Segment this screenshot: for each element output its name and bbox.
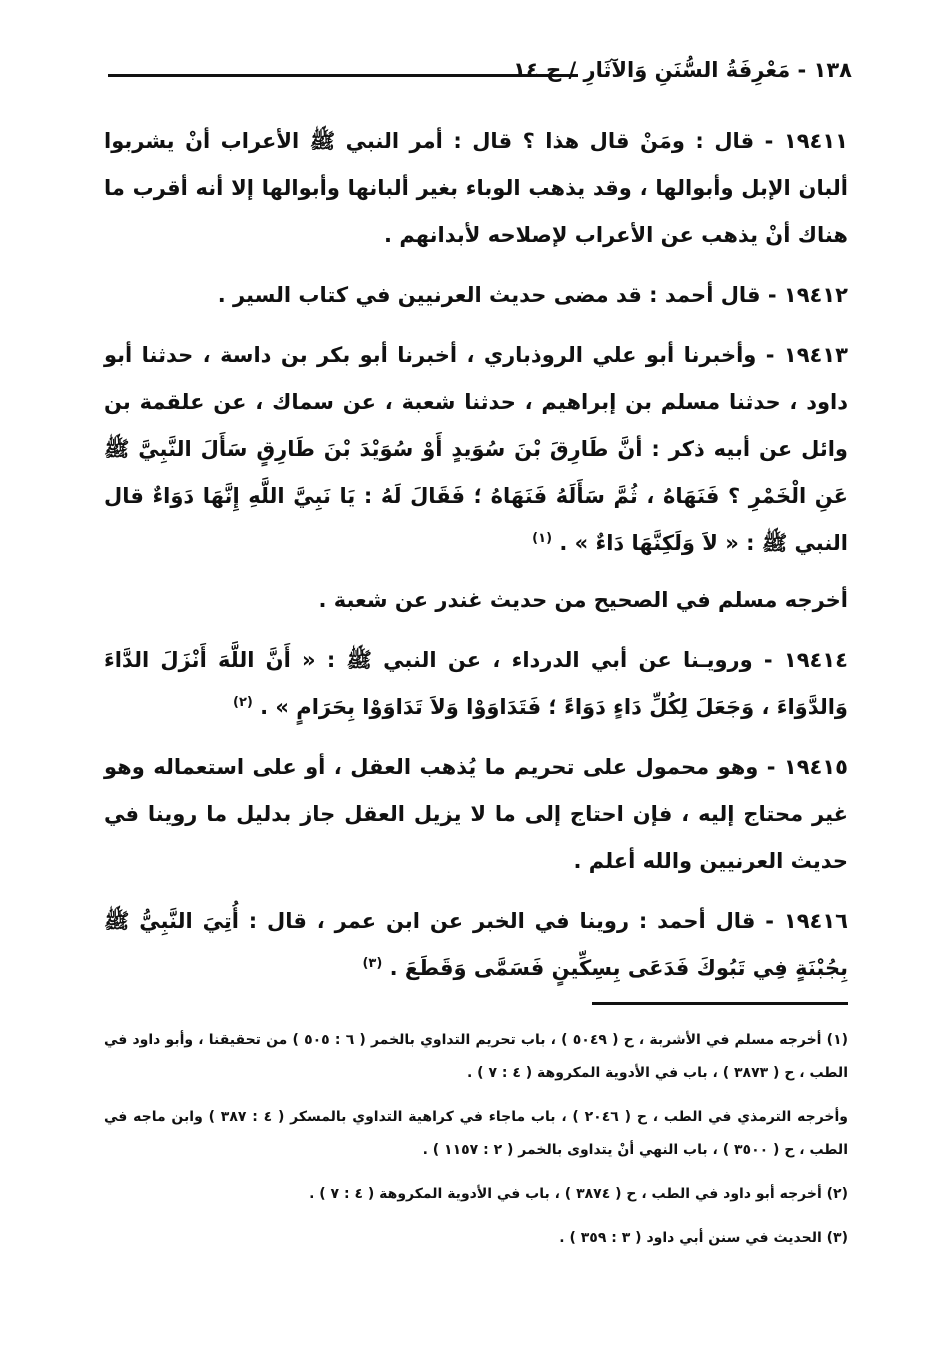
paragraph-number: ١٩٤١٤ (783, 648, 848, 672)
paragraph-text: - وهو محمول على تحريم ما يُذهب العقل ، أو على استعماله وهو غير محتاج إليه ، فإن احتاج إلى ما لا يزيل العقل جاز بدليل ما روينا في حديث العرنيين والله أعلم . (104, 755, 848, 873)
footnote-2: (٢) أخرجه أبو داود في الطب ، ح ( ٣٨٧٤ ) ، باب في الأدوية المكروهة ( ٤ : ٧ ) . (309, 1186, 848, 1202)
main-text (104, 118, 848, 1005)
running-header: ١٣٨ - مَعْرِفَةُ السُّنَنِ وَالآثَارِ / ج ١٤ (513, 58, 852, 82)
paragraph-text: - قال أحمد : روينا في الخبر عن ابن عمر ، قال : أُتِيَ النَّبِيُّ ﷺ بِجُبْنَةٍ فِي تَبُوكَ فَدَعَى بِسِكِّينٍ فَسَمَّى وَقَطَعَ . (104, 909, 848, 980)
paragraph-takhrij (104, 577, 848, 624)
header-rule (108, 74, 578, 77)
footnote-1-continued: وأخرجه الترمذي في الطب ، ح ( ٢٠٤٦ ) ، باب ماجاء في كراهية التداوي بالمسكر ( ٤ : ٣٨٧ ) وابن ماجه في الطب ، ح ( ٣٥٠٠ ) ، باب النهي أنْ يتداوى بالخمر ( ٢ : ١١٥٧ ) . (104, 1109, 849, 1158)
paragraph-number: ١٩٤١٢ (783, 283, 848, 307)
footnote-3: (٣) الحديث في سنن أبي داود ( ٣ : ٣٥٩ ) . (559, 1230, 848, 1246)
page-header (108, 58, 852, 98)
paragraph-text: - قال : ومَنْ قال هذا ؟ قال : أمر النبي ﷺ الأعراب أنْ يشربوا ألبان الإبل وأبوالها ، وقد يذهب الوباء بغير ألبانها وأبوالها إلا أنه أقرب ما هناك أنْ يذهب عن الأعراب لإصلاحه لأبدانهم . (104, 129, 848, 247)
paragraph-19414 (104, 637, 848, 731)
footnote-separator (592, 1002, 848, 1005)
paragraph-19411 (104, 118, 848, 259)
paragraph-text: - ورويـنا عن أبي الدرداء ، عن النبي ﷺ : « أَنَّ اللَّهَ أَنْزَلَ الدَّاءَ وَالدَّوَاءَ ، وَجَعَلَ لِكُلِّ دَاءٍ دَوَاءً ؛ فَتَدَاوَوْا وَلاَ تَدَاوَوْا بِحَرَامٍ » . (104, 648, 848, 719)
paragraph-text: - قال أحمد : قد مضى حديث العرنيين في كتاب السير . (217, 283, 784, 307)
paragraph-text: أخرجه مسلم في الصحيح من حديث غندر عن شعبة . (318, 588, 848, 612)
footnote-ref: (٢) (232, 695, 253, 710)
paragraph-19413 (104, 332, 848, 567)
paragraph-number: ١٩٤١٣ (783, 343, 848, 367)
paragraph-number: ١٩٤١١ (783, 129, 848, 153)
footnote-ref: (٣) (362, 956, 383, 971)
paragraph-19412 (104, 272, 848, 319)
paragraph-number: ١٩٤١٥ (783, 755, 848, 779)
paragraph-number: ١٩٤١٦ (783, 909, 848, 933)
paragraph-19415 (104, 744, 848, 885)
paragraph-text: - وأخبرنا أبو علي الروذباري ، أخبرنا أبو بكر بن داسة ، حدثنا أبو داود ، حدثنا مسلم بن إبراهيم ، حدثنا شعبة ، عن سماك ، عن علقمة بن وائل عن أبيه ذكر : أنَّ طَارِقَ بْنَ سُوَيدٍ أَوْ سُوَيْدَ بْنَ طَارِقٍ سَأَلَ النَّبِيَّ ﷺ عَنِ الْخَمْرِ ؟ فَنَهَاهُ ، ثُمَّ سَأَلَهُ فَنَهَاهُ ؛ فَقَالَ لَهُ : يَا نَبِيَّ اللَّهِ إِنَّهَا دَوَاءٌ قال النبي ﷺ : « لاَ وَلَكِنَّهَا دَاءٌ » . (104, 343, 848, 555)
footnotes (104, 1024, 848, 1266)
footnote-1: (١) أخرجه مسلم في الأشربة ، ح ( ٥٠٤٩ ) ، باب تحريم التداوي بالخمر ( ٦ : ٥٠٥ ) من تحقيقنا ، وأبو داود في الطب ، ح ( ٣٨٧٣ ) ، باب في الأدوية المكروهة ( ٤ : ٧ ) . (104, 1032, 849, 1081)
footnote-ref: (١) (532, 531, 553, 546)
paragraph-19416 (104, 898, 848, 992)
